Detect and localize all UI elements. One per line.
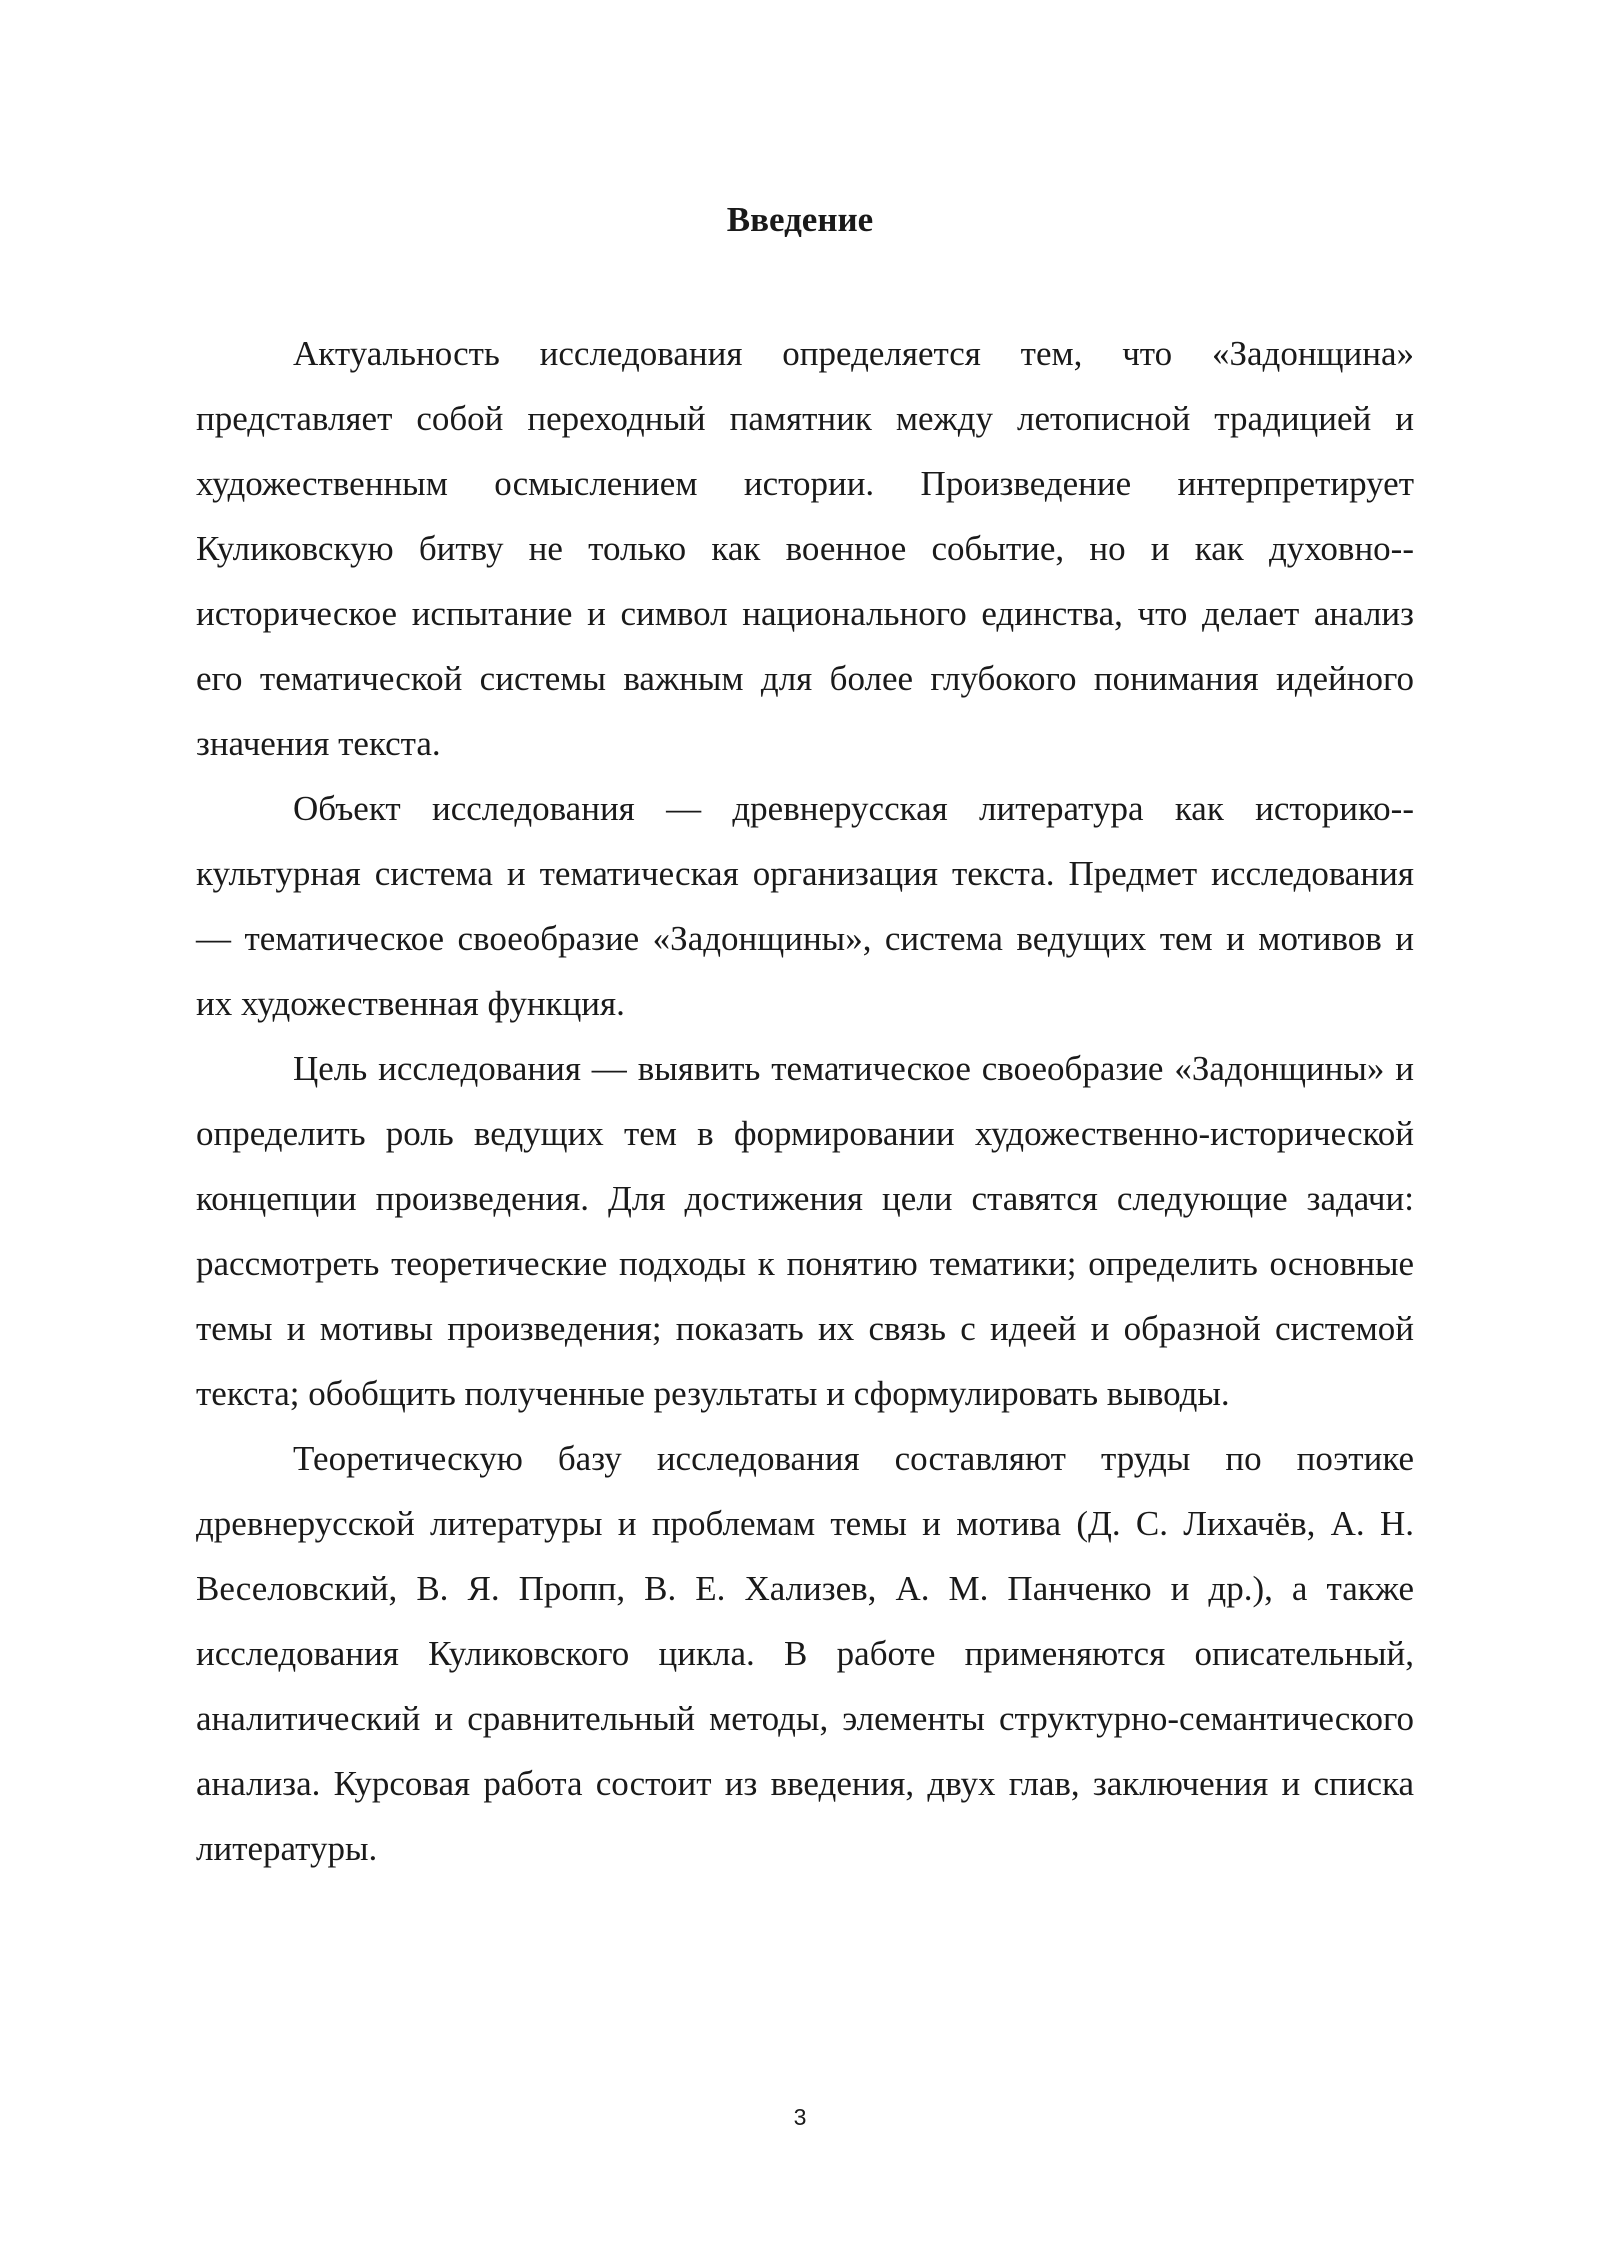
paragraph-object-subject: Объект исследования — древнерусская литература как историко-культурная система и тематическая организация текста. Предмет исследования — тематическое своеобразие «Задонщины», система ведущих тем и мотивов и их художественная функция. (196, 789, 1414, 1023)
page-title: Введение (726, 200, 874, 239)
document-body (196, 321, 1414, 1881)
paragraph-relevance: Актуальность исследования определяется тем, что «Задонщина» представляет собой переходный памятник между летописной традицией и художественным осмыслением истории. Произведение интерпретирует Куликовскую битву не только как военное событие, но и как духовно-историческое испытание и символ национального единства, что делает анализ его тематической системы важным для более глубокого понимания идейного значения текста. (196, 334, 1414, 763)
page-number: 3 (793, 2104, 807, 2130)
paragraph-goal-tasks: Цель исследования — выявить тематическое своеобразие «Задонщины» и определить роль ведущих тем в формировании художественно-исторической концепции произведения. Для достижения цели ставятся следующие задачи: рассмотреть теоретические подходы к понятию тематики; определить основные темы и мотивы произведения; показать их связь с идеей и образной системой текста; обобщить полученные результаты и сформулировать выводы. (196, 1049, 1414, 1413)
paragraph-theory-methods: Теоретическую базу исследования составляют труды по поэтике древнерусской литературы и проблемам темы и мотива (Д. С. Лихачёв, А. Н. Веселовский, В. Я. Пропп, В. Е. Хализев, А. М. Панченко и др.), а также исследования Куликовского цикла. В работе применяются описательный, аналитический и сравнительный методы, элементы структурно-семантического анализа. Курсовая работа состоит из введения, двух глав, заключения и списка литературы. (196, 1439, 1414, 1868)
